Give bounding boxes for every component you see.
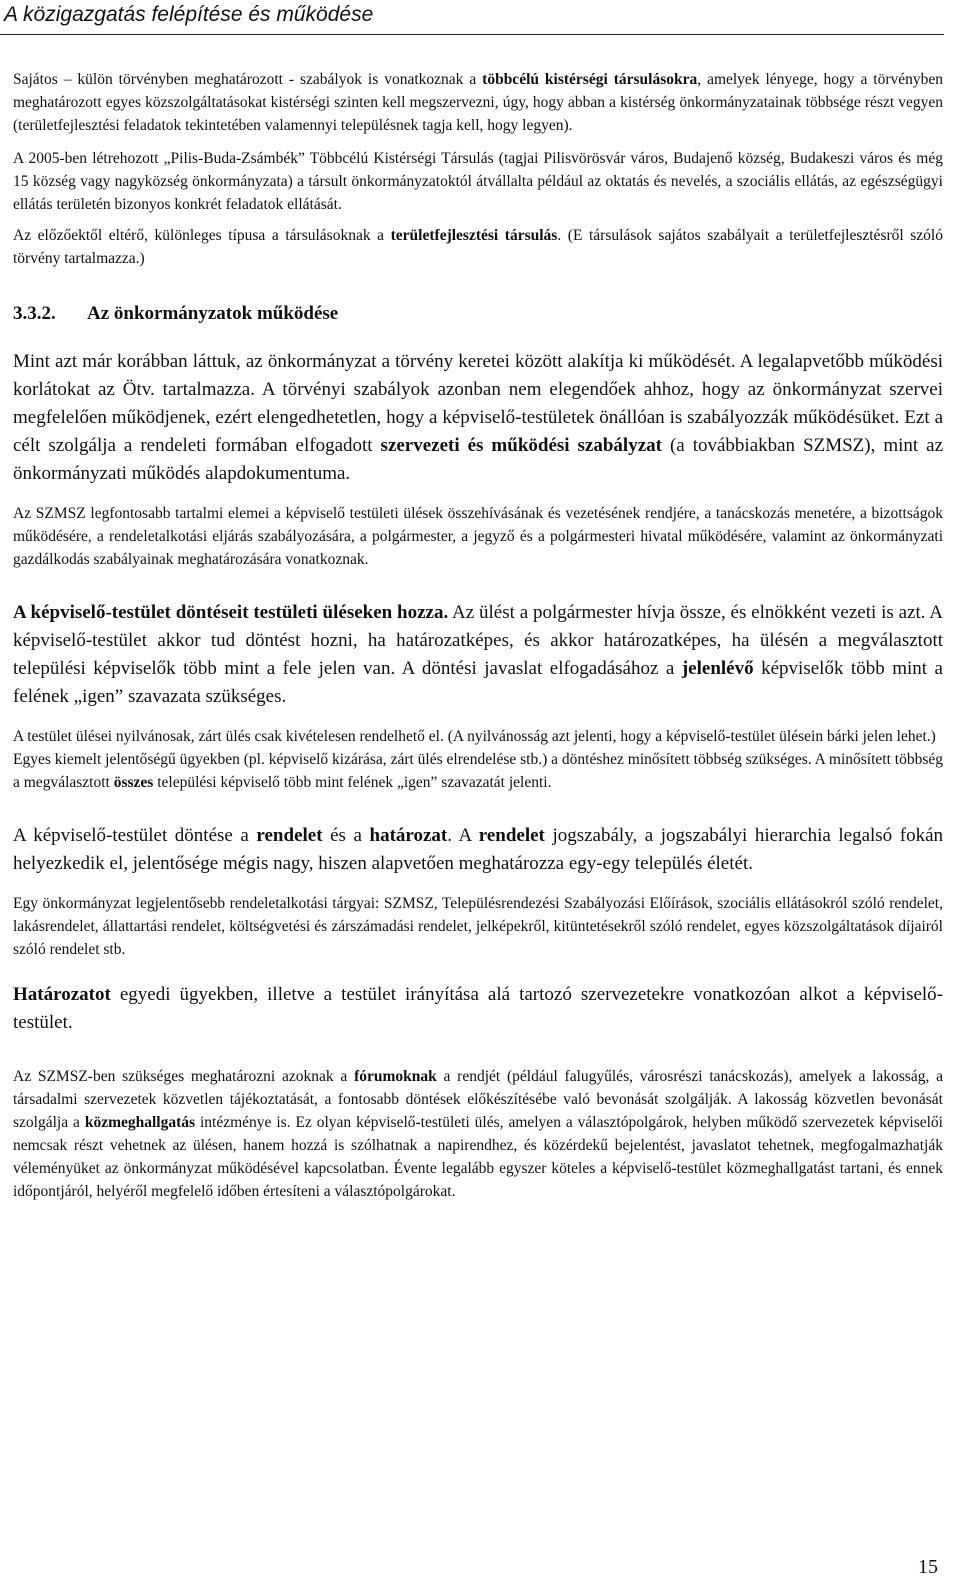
bold-text-run: közmeghallgatás (84, 1114, 196, 1131)
text-run: , amelyek lényege, hogy a törvényben meghatározott egyes közszolgáltatásokat kistérségi szinten kell megszervezni, úgy, hogy abban a kistérség önkormányzatainak többsége részt vegyen (területfejlesztési feladatok tekintetében valamennyi településnek tagja kell, hogy legyen). (13, 71, 943, 134)
text-run: Egyes kiemelt jelentőségű ügyekben (pl. képviselő kizárása, zárt ülés elrendelése stb.) a döntéshez minősített többség szükséges. A minősített többség a megválasztott (13, 751, 943, 791)
section-heading (13, 300, 943, 328)
section-number: 3.3.2. (13, 303, 56, 324)
page-header (0, 0, 944, 35)
paragraph-szmsz-intro (13, 348, 943, 488)
bold-text-run: határozat (369, 825, 448, 846)
bold-text-run: A képviselő-testület döntéseit testületi üléseken hozza. (13, 602, 449, 623)
text-run: . (E társulások sajátos szabályait a területfejlesztésről szóló törvény tartalmazza.) (13, 227, 943, 267)
bold-text-run: összes (113, 774, 154, 791)
text-run: jogszabály, a jogszabályi hierarchia legalsó fokán helyezkedik el, jelentősége mégis nagy, hiszen alapvetően meghatározza egy-egy település életét. (13, 825, 943, 874)
text-run: települési képviselő több mint felének „igen” szavazatát jelenti. (153, 774, 552, 791)
bold-text-run: területfejlesztési társulás (390, 227, 558, 244)
bold-text-run: szervezeti és működési szabályzat (380, 435, 662, 456)
bold-text-run: fórumoknak (354, 1068, 437, 1085)
paragraph-pilis-buda-zsambek (13, 147, 943, 216)
text-run: a rendjét (például falugyűlés, városrészi tanácskozás), amelyek a lakosság, a társadalmi szervezetek közvetlen tájékoztatását, a fontosabb döntések előkészítésébe való bevonását szolgálják. A lakosság közvetlen bevonását szolgálja a (13, 1068, 943, 1131)
page-number: 15 (918, 1556, 938, 1578)
text-run: és a (322, 825, 370, 846)
paragraph-minositett-tobbseg (13, 748, 943, 794)
text-run: . A (447, 825, 479, 846)
text-run: A képviselő-testület döntése a (13, 825, 257, 846)
bold-text-run: többcélú kistérségi társulásokra (482, 71, 698, 88)
text-run: Az ülést a polgármester hívja össze, és elnökként vezeti is azt. A képviselő-testület akkor tud döntést hozni, ha határozatképes, és akkor határozatképes, ha ülésén a megválasztott települési képviselők több mint a fele jelen van. A döntési javaslat elfogadásához a (13, 602, 944, 679)
paragraph-nyilvanossag (13, 725, 943, 748)
paragraph-forumok-kozmeghallgatas (13, 1065, 943, 1203)
section-title: Az önkormányzatok működése (87, 303, 339, 324)
paragraph-hatarozat (13, 981, 943, 1037)
text-run: Egy önkormányzat legjelentősebb rendeletalkotási tárgyai: SZMSZ, Településrendezési Szabályozási Előírások, szociális ellátásokról szóló rendelet, lakásrendelet, állattartási rendelet, költségvetési és zárszámadási rendelet, jelképekről, kitüntetésekről szóló rendelet, egyes közszolgáltatások díjairól szóló rendelet stb. (13, 895, 943, 958)
paragraph-testuleti-ulesek (13, 599, 943, 711)
page-content (13, 68, 943, 1203)
text-run: egyedi ügyekben, illetve a testület irányítása alá tartozó szervezetekre vonatkozóan alkot a képviselő-testület. (13, 984, 943, 1033)
paragraph-kisterseg-tarsulasok (13, 68, 943, 137)
text-run: Az SZMSZ-ben szükséges meghatározni azoknak a (13, 1068, 355, 1085)
bold-text-run: rendelet (478, 825, 545, 846)
text-run: A testület ülései nyilvánosak, zárt ülés csak kivételesen rendelhető el. (A nyilvánosság azt jelenti, hogy a képviselő-testület ülésein bárki jelen lehet.) (13, 728, 936, 745)
text-run: Mint azt már korábban láttuk, az önkormányzat a törvény keretei között alakítja ki működését. A legalapvetőbb működési korlátokat az Ötv. tartalmazza. A törvényi szabályok azonban nem elegendőek ahhoz, hogy az önkormányzat szervei megfelelően működjenek, ezért elengedhetetlen, hogy a képviselő-testületek önállóan is szabályozzák működésüket. Ezt a célt szolgálja a rendeleti formában elfogadott (13, 351, 943, 456)
text-run: Az SZMSZ legfontosabb tartalmi elemei a képviselő testületi ülések összehívásának és vezetésének rendjére, a tanácskozás menetére, a bizottságok működésére, a rendeletalkotási eljárás szabályozására, a polgármester, a jegyző és a polgármesteri hivatal működésére, valamint az önkormányzati gazdálkodás szabályainak meghatározására vonatkoznak. (13, 505, 943, 568)
paragraph-teruletfejlesztesi-tarsulas (13, 224, 943, 270)
bold-text-run: rendelet (256, 825, 323, 846)
text-run: Az előzőektől eltérő, különleges típusa a társulásoknak a (13, 227, 391, 244)
text-run: intézménye is. Ez olyan képviselő-testületi ülés, amelyen a választópolgárok, helyben működő szervezetek képviselői nemcsak részt vehetnek az ülésen, hanem hozzá is szólhatnak a napirendhez, és közérdekű bejelentést, javaslatot tehetnek, megfogalmazhatják véleményüket az önkormányzat működésével kapcsolatban. Évente legalább egyszer köteles a képviselő-testület közmeghallgatást tartani, és ennek időpontjáról, helyéről megfelelő időben értesíteni a választópolgárokat. (13, 1114, 943, 1200)
text-run: Sajátos – külön törvényben meghatározott - szabályok is vonatkoznak a (13, 71, 483, 88)
paragraph-szmsz-elemek (13, 502, 943, 571)
bold-text-run: Határozatot (13, 984, 111, 1005)
running-header-title: A közigazgatás felépítése és működése (4, 3, 374, 26)
paragraph-rendeletalkotasi-targyak (13, 892, 943, 961)
text-run: (a továbbiakban SZMSZ), mint az önkormányzati működés alapdokumentuma. (13, 435, 944, 484)
text-run: A 2005-ben létrehozott „Pilis-Buda-Zsámbék” Többcélú Kistérségi Társulás (tagjai Pilisvörösvár város, Budajenő község, Budakeszi város és még 15 község vagy nagyközség önkormányzata) a társult önkormányzatoktól átvállalta például az oktatás és nevelés, a szociális ellátás, az egészségügyi ellátás területén bizonyos konkrét feladatok ellátását. (13, 150, 943, 213)
bold-text-run: jelenlévő (681, 658, 754, 679)
paragraph-rendelet-hatarozat (13, 822, 943, 878)
text-run: képviselők több mint a felének „igen” szavazata szükséges. (13, 658, 943, 707)
